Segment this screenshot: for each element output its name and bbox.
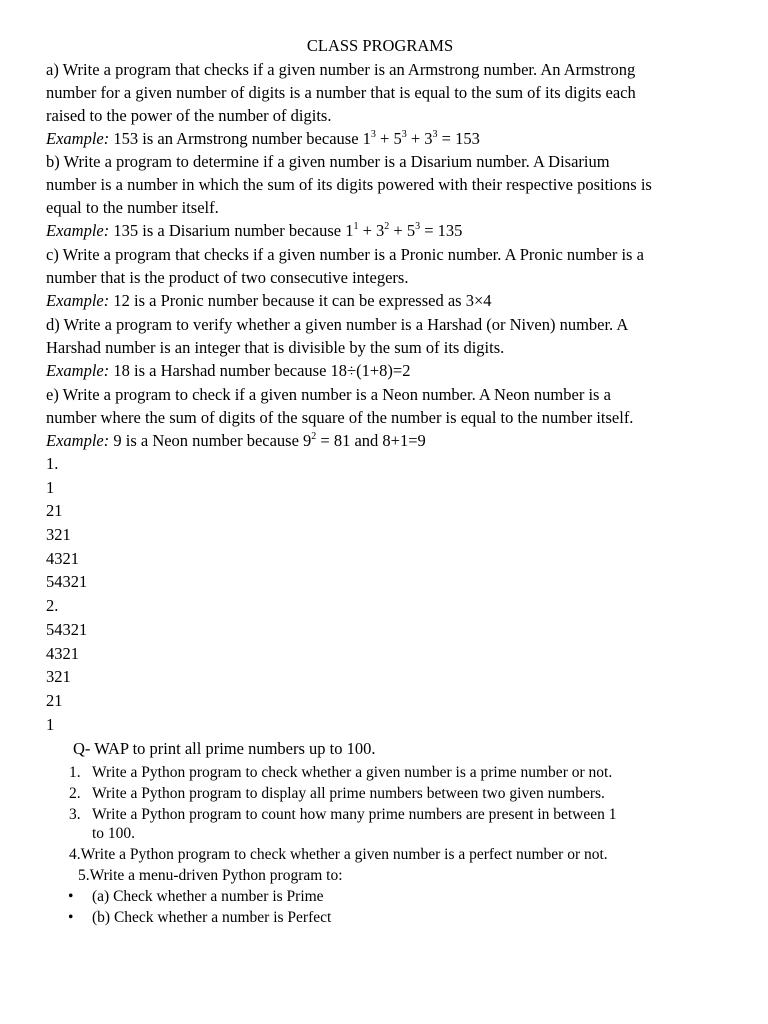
list-item: Write a Python program to display all prime numbers between two given numbers.	[92, 785, 605, 802]
prime-question: Q- WAP to print all prime numbers up to 100.	[73, 739, 376, 758]
problem-a-line-2: number for a given number of digits is a number that is equal to the sum of its digits each	[46, 83, 636, 102]
problem-b-line-3: equal to the number itself.	[46, 198, 219, 217]
list-item-continuation: to 100.	[92, 825, 136, 842]
problem-a-example: Example: 153 is an Armstrong number because $1^3 + 5^3 + 3^3 = 153$	[46, 129, 480, 148]
pattern-line: 4321	[46, 549, 79, 568]
problem-d-example: Example: 18 is a Harshad number because 18÷(1+8)=2	[46, 361, 411, 380]
problem-c-line-2: number that is the product of two consecutive integers.	[46, 268, 409, 287]
pattern-line: 54321	[46, 620, 88, 639]
bullet-item: (a) Check whether a number is Prime	[92, 888, 324, 905]
pattern-line: 4321	[46, 644, 79, 663]
problem-a-line-3: raised to the power of the number of digits.	[46, 106, 332, 125]
problem-c-line-1: c) Write a program that checks if a given number is a Pronic number. A Pronic number is a	[46, 245, 644, 264]
problem-b-line-2: number is a number in which the sum of its digits powered with their respective positions is	[46, 175, 652, 194]
problem-b-example: Example: 135 is a Disarium number because $1^1 + 3^2 + 5^3 = 135$	[46, 221, 463, 240]
list-number: 2.	[69, 785, 81, 802]
pattern-line: 2.	[46, 596, 59, 615]
document-title: CLASS PROGRAMS	[306, 36, 454, 55]
pattern-line: 321	[46, 525, 71, 544]
problem-e-example: Example: 9 is a Neon number because $9^2 = 81$ and 8+1=9	[46, 431, 426, 450]
list-number: 1.	[69, 764, 81, 781]
pattern-line: 21	[46, 691, 63, 710]
pattern-line: 21	[46, 501, 63, 520]
bullet-item: (b) Check whether a number is Perfect	[92, 909, 332, 926]
list-item: Write a Python program to count how many prime numbers are present in between 1	[92, 806, 617, 823]
pattern-line: 54321	[46, 572, 88, 591]
list-item: Write a Python program to check whether a given number is a prime number or not.	[92, 764, 613, 781]
problem-a-line-1: a) Write a program that checks if a given number is an Armstrong number. An Armstrong	[46, 60, 636, 79]
problem-e-line-1: e) Write a program to check if a given number is a Neon number. A Neon number is a	[46, 385, 611, 404]
list-number: 3.	[69, 806, 81, 823]
problem-e-line-2: number where the sum of digits of the square of the number is equal to the number itself.	[46, 408, 634, 427]
list-item-4: 4.Write a Python program to check whether a given number is a perfect number or not.	[69, 846, 608, 863]
bullet-icon: •	[68, 909, 74, 926]
pattern-line: 1	[46, 715, 55, 734]
pattern-line: 1	[46, 478, 55, 497]
problem-b-line-1: b) Write a program to determine if a given number is a Disarium number. A Disarium	[46, 152, 610, 171]
problem-d-line-2: Harshad number is an integer that is divisible by the sum of its digits.	[46, 338, 505, 357]
pattern-line: 321	[46, 667, 71, 686]
bullet-icon: •	[68, 888, 74, 905]
problem-d-line-1: d) Write a program to verify whether a given number is a Harshad (or Niven) number. A	[46, 315, 629, 334]
problem-c-example: Example: 12 is a Pronic number because it can be expressed as 3×4	[46, 291, 492, 310]
list-item-5: 5.Write a menu-driven Python program to:	[78, 867, 343, 884]
pattern-line: 1.	[46, 454, 59, 473]
